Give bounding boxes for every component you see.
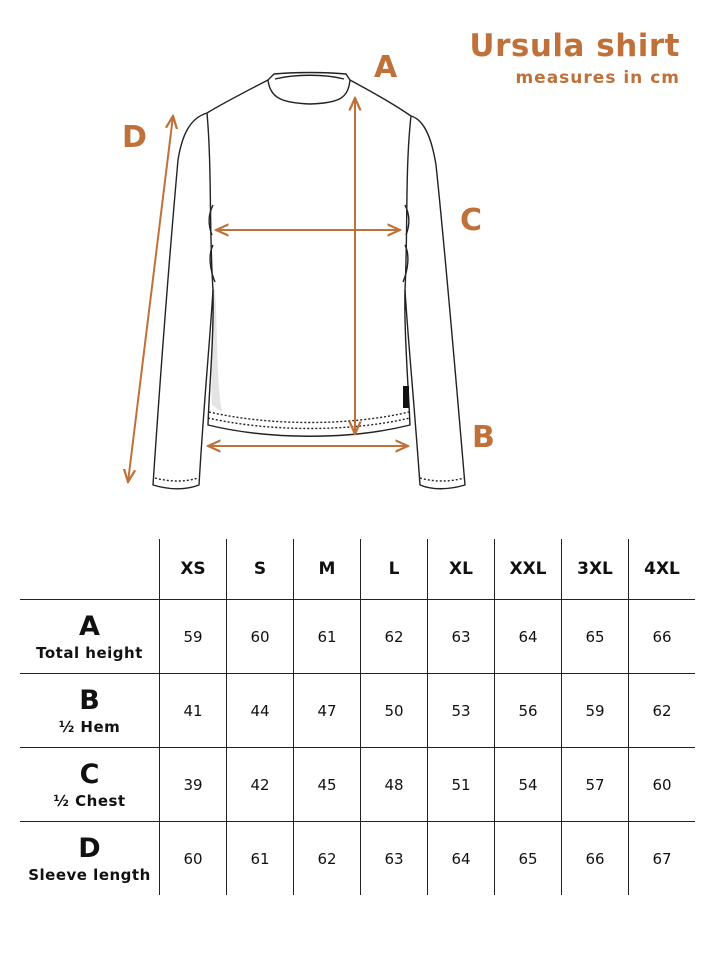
- row-header-a: [20, 600, 160, 674]
- row-header-c: [20, 748, 160, 822]
- row-letter: C: [79, 758, 100, 790]
- row-letter: B: [79, 684, 100, 716]
- table-cell: 65: [562, 600, 629, 674]
- table-cell: 59: [160, 600, 227, 674]
- table-cell: 67: [629, 822, 696, 896]
- size-3xl: 3XL: [562, 539, 629, 600]
- size-xl: XL: [428, 539, 495, 600]
- table-cell: 48: [361, 748, 428, 822]
- row-label: ½ Chest: [53, 791, 126, 810]
- row-header-d: [20, 822, 160, 896]
- table-cell: 41: [160, 674, 227, 748]
- table-cell: 66: [629, 600, 696, 674]
- table-cell: 51: [428, 748, 495, 822]
- row-letter: A: [79, 610, 100, 642]
- table-cell: 62: [294, 822, 361, 896]
- table-cell: 64: [495, 600, 562, 674]
- table-cell: 60: [629, 748, 696, 822]
- table-row: [20, 600, 695, 674]
- table-cell: 59: [562, 674, 629, 748]
- table-cell: 62: [361, 600, 428, 674]
- row-label: Total height: [36, 643, 143, 662]
- size-s: S: [227, 539, 294, 600]
- table-cell: 64: [428, 822, 495, 896]
- table-cell: 65: [495, 822, 562, 896]
- table-cell: 45: [294, 748, 361, 822]
- table-cell: 63: [361, 822, 428, 896]
- size-table: [20, 539, 695, 895]
- table-cell: 47: [294, 674, 361, 748]
- table-cell: 50: [361, 674, 428, 748]
- table-cell: 60: [160, 822, 227, 896]
- table-cell: 57: [562, 748, 629, 822]
- table-cell: 61: [294, 600, 361, 674]
- table-cell: 39: [160, 748, 227, 822]
- corner-cell: [20, 539, 160, 600]
- table-cell: 61: [227, 822, 294, 896]
- size-m: M: [294, 539, 361, 600]
- size-header-row: [20, 539, 695, 600]
- size-l: L: [361, 539, 428, 600]
- table-row: [20, 822, 695, 896]
- table-row: [20, 748, 695, 822]
- row-header-b: [20, 674, 160, 748]
- row-label: ½ Hem: [58, 717, 121, 736]
- product-title: Ursula shirt: [469, 28, 680, 64]
- units-subtitle: measures in cm: [515, 68, 680, 88]
- size-xs: XS: [160, 539, 227, 600]
- table-cell: 63: [428, 600, 495, 674]
- table-cell: 42: [227, 748, 294, 822]
- label-a: A: [374, 50, 398, 85]
- table-cell: 54: [495, 748, 562, 822]
- label-d: D: [122, 120, 147, 155]
- size-xxl: XXL: [495, 539, 562, 600]
- shirt-outline: [153, 73, 465, 489]
- measurement-arrows: [128, 98, 408, 482]
- size-4xl: 4XL: [629, 539, 696, 600]
- table-cell: 53: [428, 674, 495, 748]
- table-cell: 44: [227, 674, 294, 748]
- table-cell: 60: [227, 600, 294, 674]
- label-c: C: [460, 203, 483, 238]
- row-label: Sleeve length: [28, 865, 151, 884]
- table-row: [20, 674, 695, 748]
- label-b: B: [472, 420, 495, 455]
- table-cell: 62: [629, 674, 696, 748]
- table-cell: 66: [562, 822, 629, 896]
- row-letter: D: [78, 832, 101, 864]
- table-cell: 56: [495, 674, 562, 748]
